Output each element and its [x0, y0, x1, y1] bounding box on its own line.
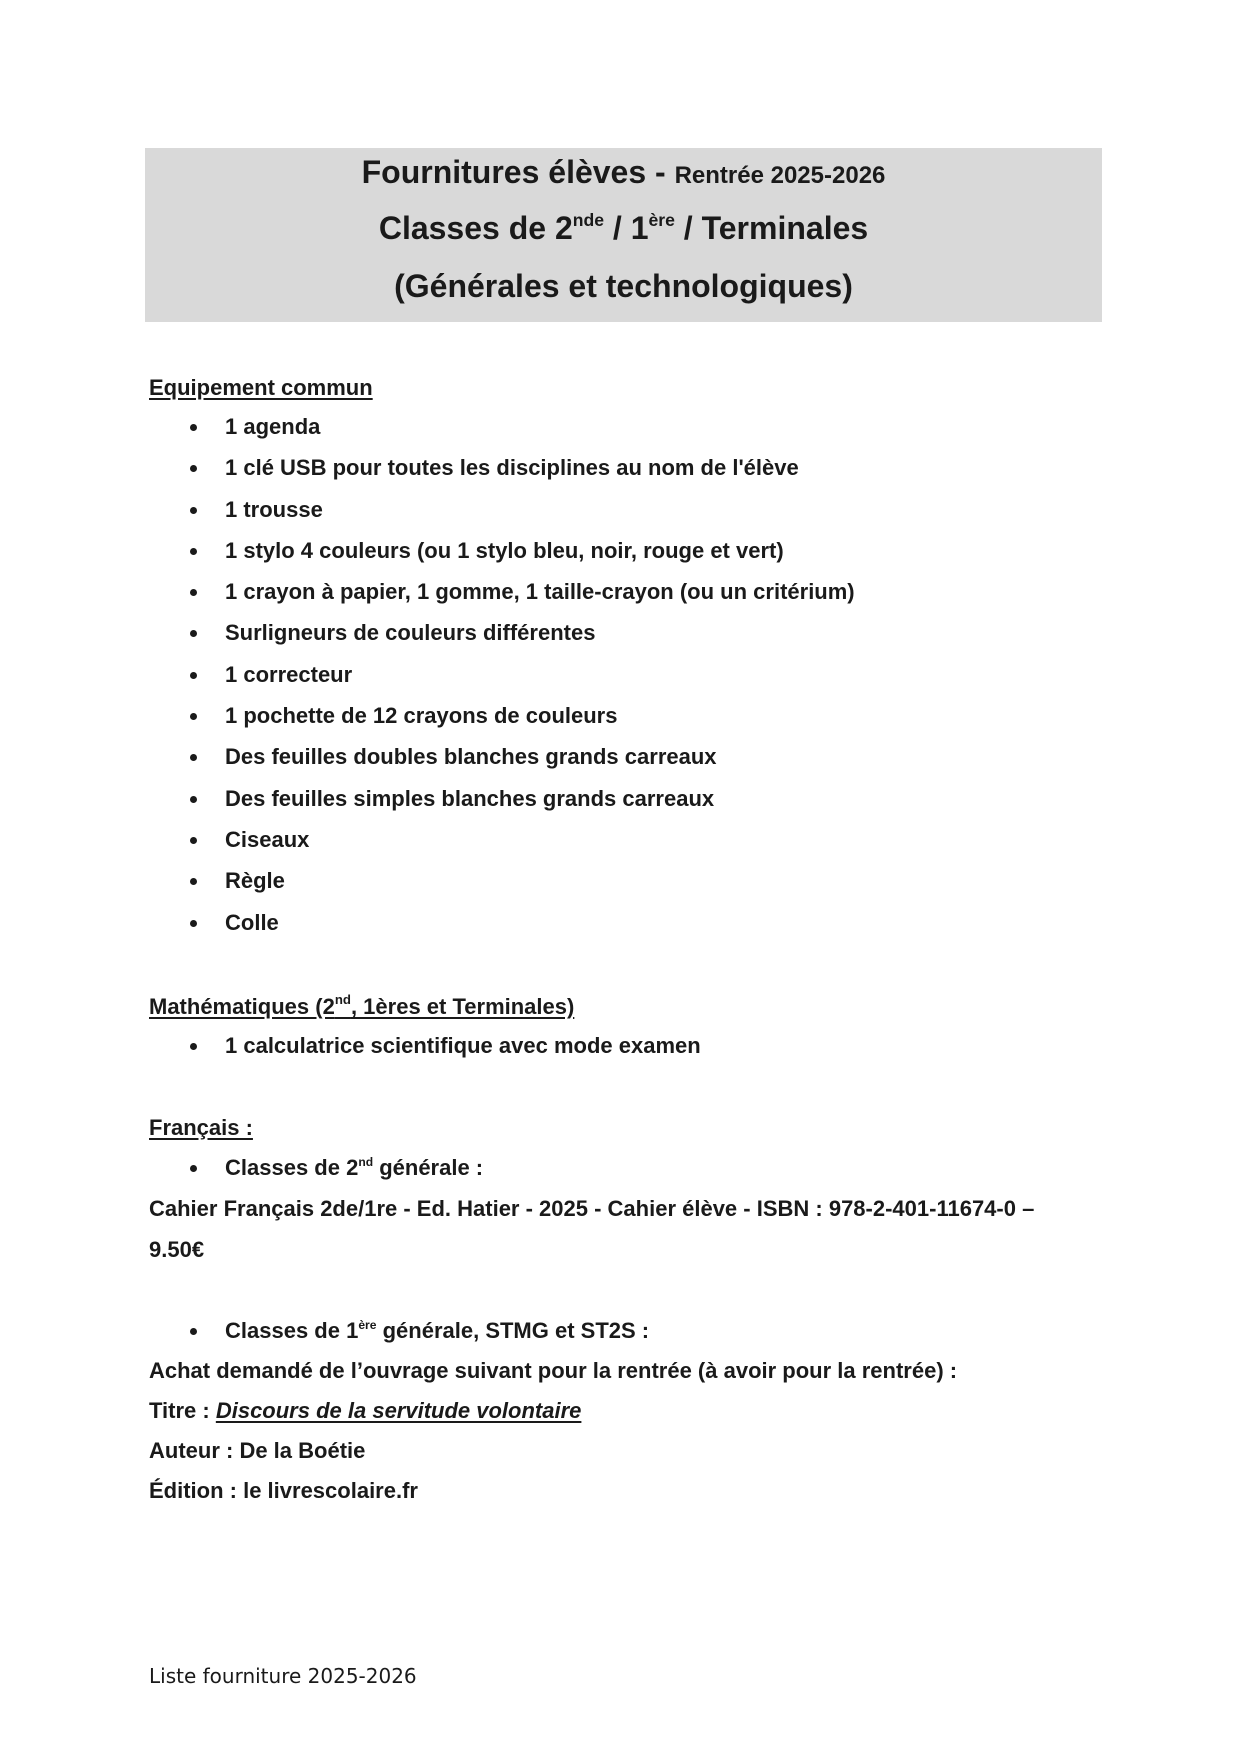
list-item-label: Surligneurs de couleurs différentes — [225, 620, 596, 646]
list-item — [0, 413, 855, 454]
page-footer: Liste fourniture 2025-2026 — [149, 1664, 417, 1688]
list-item-label: 1 pochette de 12 crayons de couleurs — [225, 703, 618, 729]
achat-line: Achat demandé de l’ouvrage suivant pour la rentrée (à avoir pour la rentrée) : — [149, 1358, 958, 1383]
list-item-label: 1 stylo 4 couleurs (ou 1 stylo bleu, noir, rouge et vert) — [225, 537, 784, 563]
list-item-label: 1 correcteur — [225, 661, 353, 687]
bullet-dot — [190, 672, 197, 679]
bullet-dot — [190, 837, 197, 844]
bullet-dot — [190, 878, 197, 885]
francais-title: Français : — [149, 1115, 253, 1140]
list-item — [0, 619, 855, 660]
classes-prefix: Classes de 2 — [378, 210, 573, 246]
list-item-label: Colle — [225, 909, 279, 935]
list-item-label: 1 crayon à papier, 1 gomme, 1 taille-crayon (ou un critérium) — [225, 579, 855, 605]
list-item — [0, 578, 855, 619]
second-bullet-prefix: Classes de 2 — [225, 1155, 359, 1180]
maths-title-sup: nd — [334, 992, 351, 1008]
bullet-dot — [190, 796, 197, 803]
maths-title-suffix: , 1ères et Terminales) — [350, 994, 575, 1019]
list-item — [0, 785, 855, 826]
premiere-bullet-prefix: Classes de 1 — [225, 1318, 359, 1343]
title-year: Rentrée 2025-2026 — [674, 162, 886, 189]
edition-line: Édition : le livrescolaire.fr — [149, 1478, 418, 1503]
bullet-dot — [190, 589, 197, 596]
list-item-label: 1 calculatrice scientifique avec mode examen — [225, 1033, 701, 1058]
francais-second-bullet — [225, 1154, 483, 1182]
list-item — [0, 702, 855, 743]
bullet-dot — [190, 1043, 197, 1050]
list-item — [0, 661, 855, 702]
equipement-list — [0, 413, 855, 950]
page-title — [145, 152, 1102, 196]
subtitle: (Générales et technologiques) — [394, 268, 853, 304]
bullet-dot — [190, 920, 197, 927]
maths-title — [149, 993, 574, 1021]
bullet-dot — [190, 1165, 197, 1172]
list-item-label: 1 clé USB pour toutes les disciplines au nom de l'élève — [225, 455, 799, 481]
francais-premiere-bullet — [225, 1317, 649, 1345]
list-item-label: Règle — [225, 868, 285, 894]
bullet-dot — [190, 630, 197, 637]
second-bullet-suffix: générale : — [373, 1155, 484, 1180]
equipement-title: Equipement commun — [149, 375, 373, 400]
list-item-label: Des feuilles doubles blanches grands carreaux — [225, 744, 717, 770]
maths-title-prefix: Mathématiques (2 — [149, 994, 335, 1019]
bullet-dot — [190, 548, 197, 555]
premiere-bullet-suffix: générale, STMG et ST2S : — [376, 1318, 650, 1343]
cahier-line-1: Cahier Français 2de/1re - Ed. Hatier - 2025 - Cahier élève - ISBN : 978-2-401-11674-0 – — [149, 1196, 1035, 1221]
title-main: Fournitures élèves - — [361, 154, 675, 190]
auteur-line: Auteur : De la Boétie — [149, 1438, 366, 1463]
bullet-dot — [190, 465, 197, 472]
bullet-dot — [190, 754, 197, 761]
titre-label: Titre : — [149, 1398, 216, 1423]
premiere-bullet-sup: ère — [358, 1317, 377, 1332]
bullet-dot — [190, 507, 197, 514]
classes-line — [145, 208, 1102, 248]
bullet-dot — [190, 424, 197, 431]
list-item — [0, 454, 855, 495]
classes-mid: / 1 — [604, 210, 649, 246]
list-item-label: Ciseaux — [225, 826, 310, 852]
classes-sup-1: nde — [572, 209, 605, 230]
cahier-line-2: 9.50€ — [149, 1237, 205, 1262]
list-item-label: 1 trousse — [225, 496, 323, 522]
maths-list — [0, 1032, 701, 1073]
list-item — [0, 826, 855, 867]
list-item-label: Des feuilles simples blanches grands carreaux — [225, 785, 715, 811]
bullet-dot — [190, 1328, 197, 1335]
list-item — [0, 1032, 701, 1073]
bullet-dot — [190, 713, 197, 720]
titre-line — [149, 1397, 581, 1425]
list-item — [0, 743, 855, 784]
header-box — [145, 148, 1102, 322]
list-item — [0, 537, 855, 578]
list-item — [0, 909, 855, 950]
book-title: Discours de la servitude volontaire — [215, 1398, 582, 1423]
classes-sup-2: ère — [648, 209, 675, 230]
list-item-label: 1 agenda — [225, 414, 321, 439]
list-item — [0, 867, 855, 908]
second-bullet-sup: nd — [358, 1154, 374, 1169]
classes-suffix: / Terminales — [674, 210, 869, 246]
list-item — [0, 496, 855, 537]
